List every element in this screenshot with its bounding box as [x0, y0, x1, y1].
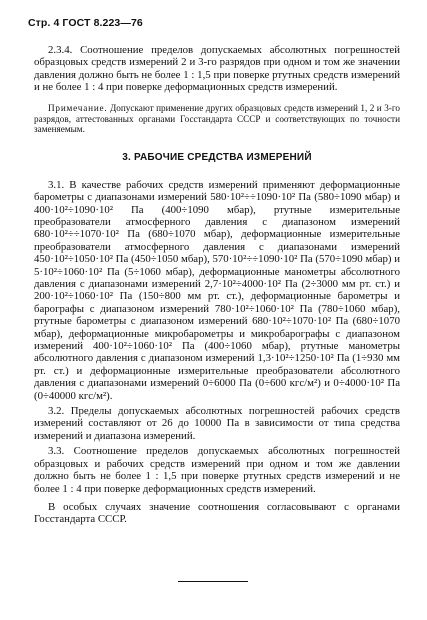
paragraph-special-cases: В особых случаях значение соотношения согласовывают с органами Госстандарта СССР. [34, 500, 400, 526]
note-label: Примечание. [48, 102, 108, 113]
paragraph-2-3-4: 2.3.4. Соотношение пределов допускаемых абсолютных погрешностей образцовых средств измерений 2 и 3-го разрядов при одном и том же значении давления должно быть не более 1 : 1,5 при поверке ртутных средств измерений и не более 1 : 4 при поверке деформационных средств измерений. [34, 44, 400, 94]
section-title: 3. РАБОЧИЕ СРЕДСТВА ИЗМЕРЕНИЙ [122, 152, 312, 164]
note [34, 103, 400, 136]
paragraph-3-3: 3.3. Соотношение пределов допускаемых абсолютных погрешностей образцовых и рабочих средств измерений при одном и том же давлении должно быть не более 1 : 1,5 при поверке ртутных средств измерений и не более 1 : 4 при поверке деформационных средств измерений. [34, 445, 400, 495]
note-text: Допускают применение других образцовых средств измерений 1, 2 и 3-го разрядов, аттестованных органами Госстандарта СССР и соответствующих по точности заменяемым. [34, 102, 400, 135]
page-header: Стр. 4 ГОСТ 8.223—76 [28, 17, 143, 29]
end-divider [178, 581, 248, 582]
paragraph-3-1: 3.1. В качестве рабочих средств измерений применяют деформационные барометры с диапазонами измерений 580·10²÷÷1090·10² Па (580÷1090 мбар) и 400·10²÷1090·10² Па (400÷1090 мбар), ртутные измерительные преобразователи атмосферного давления с диапазоном измерений 680·10²÷÷1070·10² Па (680÷1070 мбар), деформационные измерительные преобразователи атмосферного давления с диапазонами измерений 450·10²÷1050·10² Па (450÷1050 мбар), 570·10²÷÷1090·10² Па (570÷1090 мбар) и 5·10²÷1060·10² Па (5÷1060 мбар), деформационные манометры абсолютного давления с диапазонами измерений 2,7·10²÷4000·10² Па (2÷3000 мм рт. ст.) и 200·10²÷1060·10² Па (150÷800 мм рт. ст.), деформационные барометры и барографы с диапазоном измерений 780·10²÷1060·10² Па (780÷1060 мбар), ртутные барометры с диапазоном измерений 680·10²÷1070·10² Па (680÷1070 мбар), деформационные микробарометры и микробарографы с диапазоном измерений 400·10²÷1060·10² Па (400÷1060 мбар), ртутные манометры абсолютного давления с диапазоном измерений 1,3·10²÷1250·10² Па (1÷930 мм рт. ст.) и деформационные измерительные преобразователи абсолютного давления с диапазонами измерений 0÷6000 Па (0÷600 кгс/м²) и 0÷4000·10² Па (0÷40000 кгс/м²). [34, 178, 400, 402]
paragraph-3-2: 3.2. Пределы допускаемых абсолютных погрешностей рабочих средств измерений составляют от 26 до 10000 Па в зависимости от типа средства измерений и диапазона измерений. [34, 405, 400, 442]
document-body [34, 44, 400, 526]
